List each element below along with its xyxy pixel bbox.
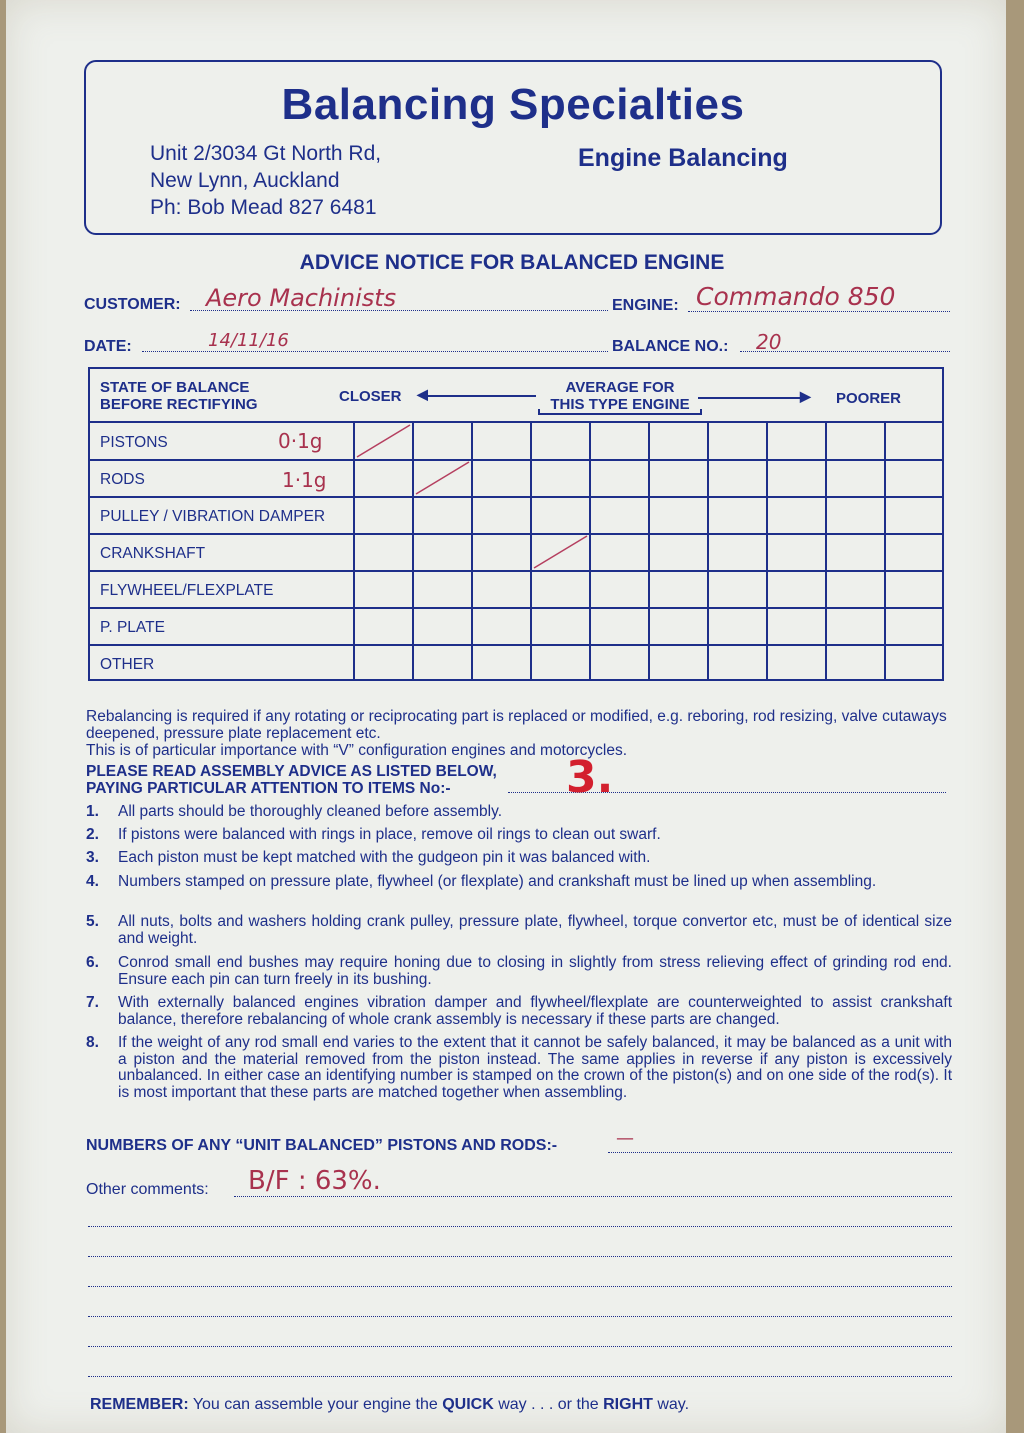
item-number: 7. [86, 994, 99, 1011]
remember-right: RIGHT [603, 1396, 653, 1413]
remember-text: You can assemble your engine the [188, 1396, 443, 1413]
customer-label: CUSTOMER: [84, 296, 181, 313]
row-label-pplate: P. PLATE [100, 619, 165, 636]
attention-line-2: PAYING PARTICULAR ATTENTION TO ITEMS No:- [86, 780, 451, 797]
engine-label: ENGINE: [612, 297, 679, 314]
row-label-pulley: PULLEY / VIBRATION DAMPER [100, 508, 326, 525]
item-number: 5. [86, 913, 99, 930]
comments-extra-line[interactable] [88, 1346, 952, 1347]
unit-balanced-value[interactable]: — [616, 1128, 634, 1149]
unit-balanced-dotted-line [608, 1152, 952, 1153]
attention-line-1: PLEASE READ ASSEMBLY ADVICE AS LISTED BELOW, [86, 763, 497, 780]
item-number: 1. [86, 803, 99, 820]
rods-mark [416, 462, 469, 494]
letterhead-box [84, 60, 942, 235]
remember-quick: QUICK [442, 1396, 494, 1413]
item-text: Each piston must be kept matched with the gudgeon pin it was balanced with. [118, 849, 651, 866]
date-value[interactable]: 14/11/16 [208, 330, 289, 351]
comments-dotted-line [234, 1196, 952, 1197]
rods-value[interactable]: 1·1g [282, 468, 327, 492]
row-label-rods: RODS [100, 471, 145, 488]
remember-label: REMEMBER: [90, 1396, 189, 1413]
engine-dotted-line [688, 311, 950, 312]
company-tagline: Engine Balancing [578, 144, 788, 172]
item-text: All parts should be thoroughly cleaned before assembly. [118, 803, 502, 820]
item-text: Numbers stamped on pressure plate, flywheel (or flexplate) and crankshaft must be lined up when assembling. [118, 873, 877, 890]
remember-text: way . . . or the [493, 1396, 604, 1413]
balance-grid [88, 367, 944, 681]
grid-header-state-line: STATE OF BALANCE [100, 379, 250, 396]
company-address [150, 140, 381, 221]
remember-footer [90, 1396, 689, 1414]
closer-label: CLOSER [339, 388, 402, 405]
pistons-mark [357, 425, 410, 457]
comments-extra-line[interactable] [88, 1376, 952, 1377]
v-config-paragraph: This is of particular importance with “V” configuration engines and motorcycles. [86, 742, 628, 759]
item-number: 3. [86, 849, 99, 866]
item-number: 6. [86, 954, 99, 971]
average-label-line: THIS TYPE ENGINE [550, 396, 690, 413]
row-label-other: OTHER [100, 656, 155, 673]
item-number: 4. [86, 873, 99, 890]
comments-label: Other comments: [86, 1181, 209, 1198]
company-name: Balancing Specialties [281, 80, 745, 129]
poorer-arrowhead-icon: ▶ [800, 388, 811, 404]
row-label-crankshaft: CRANKSHAFT [100, 545, 206, 562]
item-text: If the weight of any rod small end varies to the extent that it cannot be safely balanced, it may be balanced as a unit with a piston and the material removed from the piston instead. The same applies in reverse if any piston is excessively unbalanced. In either case an identifying number is stamped on the crown of the piston(s) and on one side of the rod(s). It is most important that these parts are matched together when assembling. [118, 1034, 952, 1101]
notice-title: ADVICE NOTICE FOR BALANCED ENGINE [299, 251, 725, 274]
comments-extra-line[interactable] [88, 1256, 952, 1257]
item-number: 2. [86, 826, 99, 843]
comments-extra-line[interactable] [88, 1286, 952, 1287]
item-text: With externally balanced engines vibration damper and flywheel/flexplate are counterweighted to assist crankshaft balance, therefore rebalancing of whole crank assembly is necessary if these parts are changed. [118, 994, 952, 1028]
grid-header-state-line: BEFORE RECTIFYING [100, 396, 258, 413]
address-line: Unit 2/3034 Gt North Rd, [150, 142, 382, 165]
poorer-label: POORER [836, 390, 902, 407]
unit-balanced-label: NUMBERS OF ANY “UNIT BALANCED” PISTONS AND RODS:- [86, 1137, 558, 1154]
item-text: All nuts, bolts and washers holding crank pulley, pressure plate, flywheel, torque convertor etc, must be of identical size and weight. [118, 913, 952, 947]
rebalancing-paragraph: Rebalancing is required if any rotating or reciprocating part is replaced or modified, e.g. reboring, rod resizing, valve cutaways deepened, pressure plate replacement etc. [86, 708, 947, 742]
pistons-value[interactable]: 0·1g [278, 429, 323, 453]
address-line: Ph: Bob Mead 827 6481 [150, 196, 377, 219]
comments-extra-line[interactable] [88, 1226, 952, 1227]
item-text: If pistons were balanced with rings in place, remove oil rings to clean out swarf. [118, 826, 661, 843]
address-line: New Lynn, Auckland [150, 169, 340, 192]
balance-no-value[interactable]: 20 [756, 330, 782, 354]
comments-extra-line[interactable] [88, 1316, 952, 1317]
customer-value[interactable]: Aero Machinists [206, 284, 397, 312]
grid-marks [90, 369, 946, 683]
attention-value[interactable]: 3. [566, 752, 614, 803]
closer-arrowhead-icon: ◀ [417, 386, 428, 402]
crankshaft-mark [534, 536, 587, 568]
row-label-flywheel: FLYWHEEL/FLEXPLATE [100, 582, 274, 599]
comments-value[interactable]: B/F : 63%. [248, 1166, 381, 1196]
date-label: DATE: [84, 338, 132, 355]
date-dotted-line [142, 351, 608, 352]
item-number: 8. [86, 1034, 99, 1051]
balance-no-label: BALANCE NO.: [612, 338, 729, 355]
engine-value[interactable]: Commando 850 [696, 282, 896, 311]
remember-text: way. [652, 1396, 690, 1413]
average-label-line: AVERAGE FOR [565, 379, 675, 396]
item-text: Conrod small end bushes may require honing due to closing in slightly from stress relieving effect of grinding rod end. Ensure each pin can turn freely in its bushing. [118, 954, 952, 988]
row-label-pistons: PISTONS [100, 434, 168, 451]
